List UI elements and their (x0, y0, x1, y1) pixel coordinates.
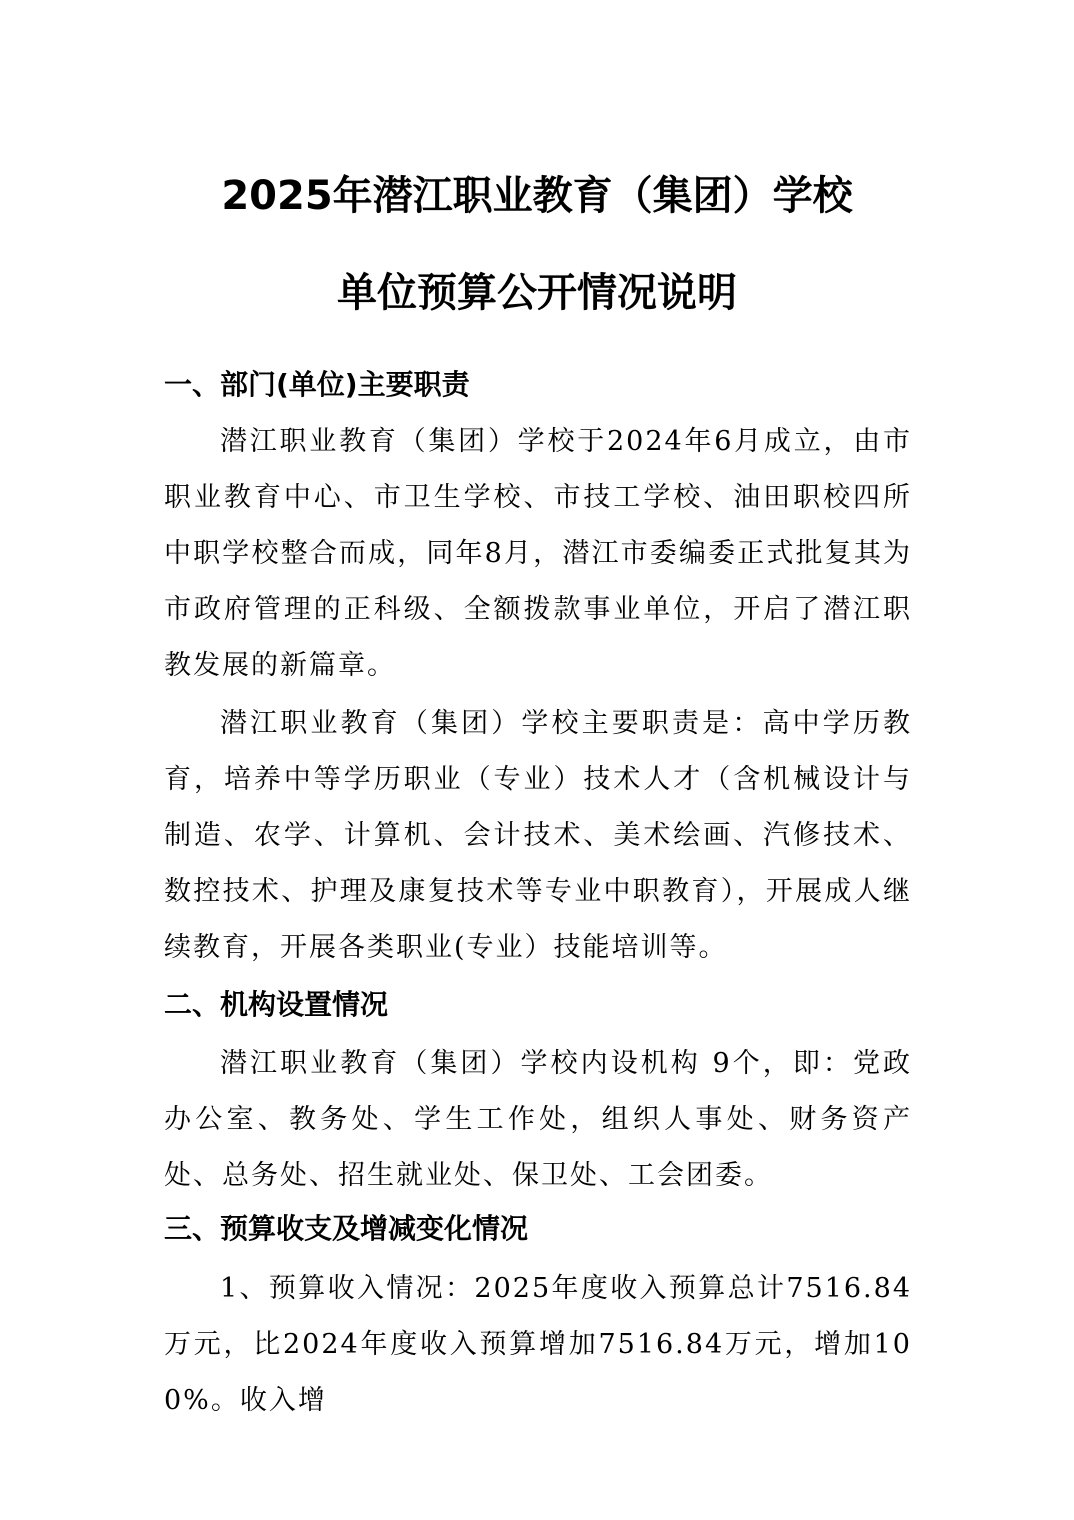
section-heading-organization: 二、机构设置情况 (164, 988, 389, 1021)
document-title-line2: 单位预算公开情况说明 (337, 270, 737, 316)
section-heading-responsibilities: 一、部门(单位)主要职责 (164, 368, 470, 401)
paragraph-internal-departments: 潜江职业教育（集团）学校内设机构 9个，即：党政办公室、教务处、学生工作处，组织人事处、财务资产处、总务处、招生就业处、保卫处、工会团委。 (164, 1048, 912, 1191)
paragraph-main-duties: 潜江职业教育（集团）学校主要职责是：高中学历教育，培养中等学历职业（专业）技术人才（含机械设计与制造、农学、计算机、会计技术、美术绘画、汽修技术、数控技术、护理及康复技术等专业中职教育），开展成人继续教育，开展各类职业(专业）技能培训等。 (164, 708, 912, 963)
document-title-line1: 2025年潜江职业教育（集团）学校 (221, 173, 853, 219)
paragraph-establishment: 潜江职业教育（集团）学校于2024年6月成立，由市职业教育中心、市卫生学校、市技工学校、油田职校四所中职学校整合而成，同年8月，潜江市委编委正式批复其为市政府管理的正科级、全额拨款事业单位，开启了潜江职教发展的新篇章。 (164, 426, 912, 681)
paragraph-budget-income: 1、预算收入情况：2025年度收入预算总计7516.84万元，比2024年度收入预算增加7516.84万元，增加100%。收入增 (164, 1273, 912, 1416)
section-heading-budget: 三、预算收支及增减变化情况 (164, 1212, 529, 1245)
